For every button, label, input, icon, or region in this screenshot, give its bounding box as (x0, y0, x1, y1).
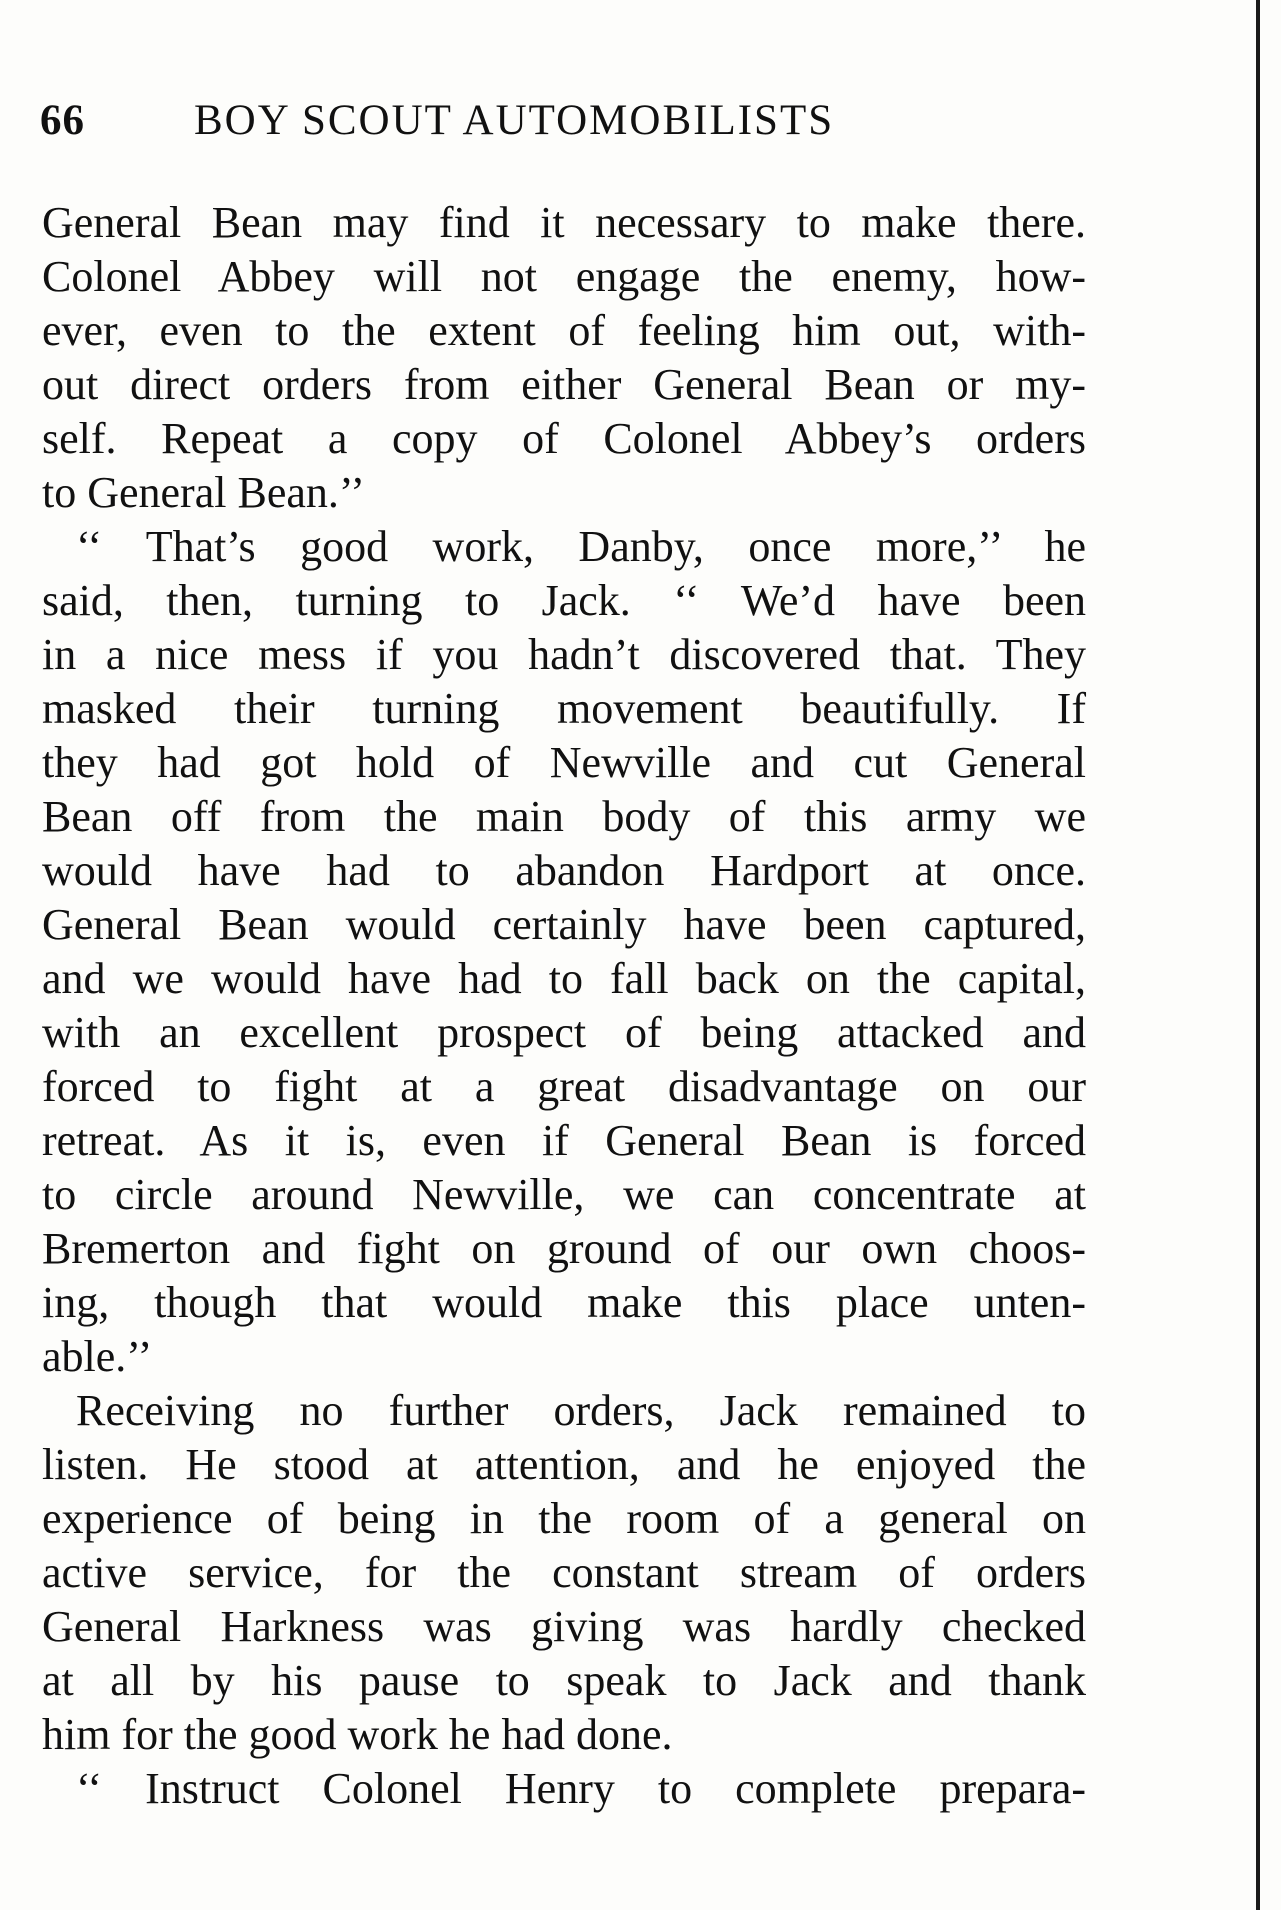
text-line: self. Repeat a copy of Colonel Abbey’s orders (42, 414, 1086, 463)
text-line: at all by his pause to speak to Jack and thank (42, 1656, 1086, 1705)
text-line: out direct orders from either General Bean or my- (42, 360, 1086, 409)
page-number: 66 (40, 97, 85, 144)
text-line: said, then, turning to Jack. ‘‘ We’d have been (42, 576, 1086, 625)
text-line: in a nice mess if you hadn’t discovered that. They (42, 630, 1086, 679)
text-line: Receiving no further orders, Jack remained to (76, 1386, 1086, 1435)
text-line: retreat. As it is, even if General Bean is forced (42, 1116, 1086, 1165)
text-line: Bremerton and fight on ground of our own choos- (42, 1224, 1086, 1273)
text-line: to General Bean.’’ (42, 468, 365, 517)
page-header (40, 96, 1190, 156)
text-line: General Harkness was giving was hardly checked (42, 1602, 1086, 1651)
text-line: ing, though that would make this place unten- (42, 1278, 1086, 1327)
text-line: and we would have had to fall back on the capital, (42, 954, 1086, 1003)
text-line: experience of being in the room of a general on (42, 1494, 1086, 1543)
text-line: ‘‘ That’s good work, Danby, once more,’’ he (76, 522, 1086, 571)
text-line: General Bean would certainly have been captured, (42, 900, 1086, 949)
text-line: able.’’ (42, 1332, 153, 1381)
text-line: would have had to abandon Hardport at once. (42, 846, 1086, 895)
text-line: Colonel Abbey will not engage the enemy, how- (42, 252, 1086, 301)
body-text (42, 196, 1086, 1816)
running-title: BOY SCOUT AUTOMOBILISTS (194, 97, 835, 144)
text-line: him for the good work he had done. (42, 1710, 673, 1759)
text-line: active service, for the constant stream of orders (42, 1548, 1086, 1597)
text-line: ‘‘ Instruct Colonel Henry to complete prepara- (76, 1764, 1086, 1813)
text-line: ever, even to the extent of feeling him out, with- (42, 306, 1086, 355)
text-line: forced to fight at a great disadvantage on our (42, 1062, 1086, 1111)
text-line: they had got hold of Newville and cut General (42, 738, 1086, 787)
page-edge-border (1256, 0, 1260, 1910)
text-line: Bean off from the main body of this army we (42, 792, 1086, 841)
text-line: masked their turning movement beautifully. If (42, 684, 1086, 733)
text-line: listen. He stood at attention, and he enjoyed the (42, 1440, 1086, 1489)
text-line: to circle around Newville, we can concentrate at (42, 1170, 1086, 1219)
text-line: with an excellent prospect of being attacked and (42, 1008, 1086, 1057)
text-line: General Bean may find it necessary to make there. (42, 198, 1086, 247)
